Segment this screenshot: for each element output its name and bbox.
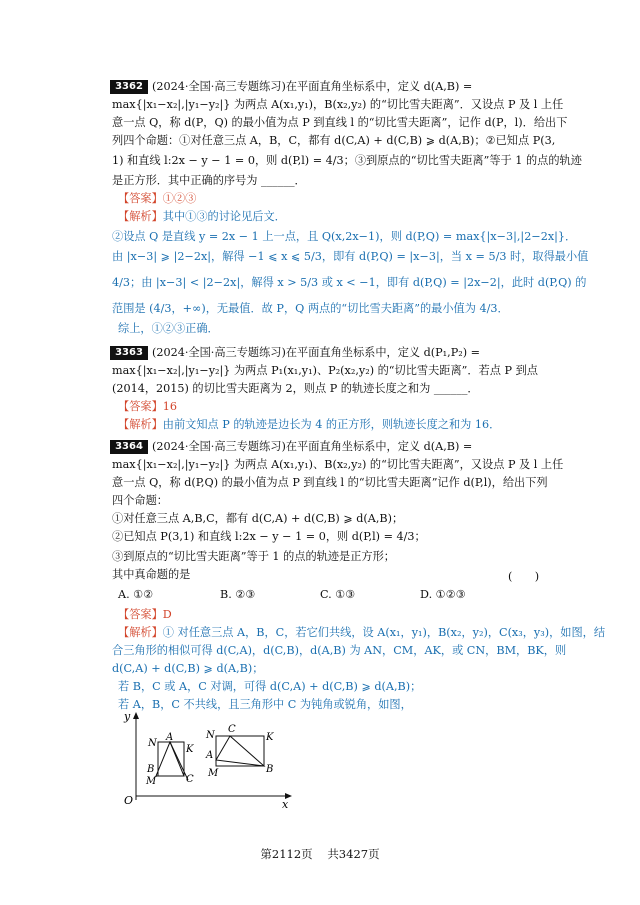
problem-text: 意一点 Q，称 d(P，Q) 的最小值为点 P 到直线 l 的“切比雪夫距离”，记作 d(P，l)．给出下 [112,116,568,129]
right-rect [216,736,264,766]
answer-value: 16 [162,400,178,413]
problem-text: (2024·全国·高三专题练习)在平面直角坐标系中，定义 d(A,B) = [152,440,473,453]
label-b: B [147,764,155,775]
answer-tag: 【答案】 [118,608,163,621]
problem-text: 意一点 Q，称 d(P,Q) 的最小值为点 P 到直线 l 的“切比雪夫距离”记作 d(P,l)，给出下列 [112,476,548,489]
geometry-figure [112,710,312,810]
analysis-text: d(C,A) + d(C,B) ⩾ d(A,B)； [112,662,264,675]
analysis-text: 合三角形的相似可得 d(C,A)，d(C,B)，d(A,B) 为 AN，CM，AK，或 CN，BM，BK，则 [112,644,567,657]
problem-text: max{|x₁−x₂|,|y₁−y₂|} 为两点 P₁(x₁,y₁)、P₂(x₂,y₂) 的“切比雪夫距离”．若点 P 到点 [112,364,538,377]
analysis-text: 综上，①②③正确． [118,322,219,335]
problem-text: max{|x₁−x₂|,|y₁−y₂|} 为两点 A(x₁,y₁)，B(x₂,y₂) 的“切比雪夫距离”．又设点 P 及 l 上任 [112,98,564,111]
label-a: A [166,732,174,743]
problem-text: ②已知点 P(3,1) 和直线 l:2x − y − 1 = 0，则 d(P,l) = 4/3； [112,530,426,543]
label-m: M [146,776,157,787]
analysis-tag: 【解析】 [118,626,163,639]
analysis-text: 其中①③的讨论见后文． [162,210,286,223]
analysis-text: ① 对任意三点 A，B，C，若它们共线，设 A(x₁，y₁)，B(x₂，y₂)，C(x₃，y₃)，如图，结 [162,626,606,639]
page-total: 共3427页 [327,847,380,861]
choice-a: A. ①② [118,588,154,601]
label-n: N [148,738,157,749]
problem-text: 其中真命题的是 [112,568,191,581]
analysis-tag: 【解析】 [118,418,163,431]
label-origin: O [124,794,134,807]
problem-text: 列四个命题：①对任意三点 A，B，C，都有 d(C,A) + d(C,B) ⩾ d(A,B)；②已知点 P(3, [112,134,556,147]
analysis-text: 范围是 (4/3，+∞)，无最值．故 P，Q 两点的“切比雪夫距离”的最小值为 4/3． [112,302,509,315]
answer-paren: ( ) [508,570,540,583]
left-triangle [156,742,184,776]
analysis-text: ②设点 Q 是直线 y = 2x − 1 上一点，且 Q(x,2x−1)，则 d(P,Q) = max{|x−3|,|2−2x|}． [112,230,577,243]
answer-value: ①②③ [162,192,197,205]
analysis-text: 若 A，B，C 不共线，且三角形中 C 为钝角或锐角，如图， [118,698,412,711]
page-number: 第2112页 [260,847,313,861]
label-x: x [282,798,289,811]
label-m2: M [208,768,219,779]
choice-c: C. ①③ [320,588,356,601]
y-axis-arrow [133,712,139,719]
problem-number: 3362 [110,80,148,94]
problem-number: 3363 [110,346,148,360]
problem-text: 1) 和直线 l:2x − y − 1 = 0，则 d(P,l) = 4/3；③到原点的“切比雪夫距离”等于 1 的点的轨迹 [112,154,582,167]
label-n2: N [206,730,215,741]
problem-text: max{|x₁−x₂|,|y₁−y₂|} 为两点 A(x₁,y₁)、B(x₂,y₂) 的“切比雪夫距离”，又设点 P 及 l 上任 [112,458,564,471]
label-b2: B [266,764,274,775]
label-y: y [124,710,131,723]
analysis-text: 4/3；由 |x−3| < |2−2x|，解得 x > 5/3 或 x < −1，即有 d(P,Q) = |2x−2|，此时 d(P,Q) 的 [112,276,587,289]
choice-b: B. ②③ [220,588,256,601]
analysis-text: 若 B，C 或 A，C 对调，可得 d(C,A) + d(C,B) ⩾ d(A,B)； [118,680,422,693]
label-k2: K [266,732,274,743]
problem-text: (2024·全国·高三专题练习)在平面直角坐标系中，定义 d(A,B) = [152,80,473,93]
label-c2: C [228,724,236,735]
page-footer [0,846,640,862]
right-triangle [216,736,264,766]
label-c: C [186,774,194,785]
problem-text: ①对任意三点 A,B,C，都有 d(C,A) + d(C,B) ⩾ d(A,B)； [112,512,404,525]
problem-text: 四个命题： [112,494,168,507]
label-a2: A [206,750,214,761]
analysis-text: 由 |x−3| ⩾ |2−2x|，解得 −1 ⩽ x ⩽ 5/3，即有 d(P,Q) = |x−3|，当 x = 5/3 时，取得最小值 [112,250,589,263]
problem-text: 是正方形．其中正确的序号为 ______． [112,174,306,187]
choice-d: D. ①②③ [420,588,466,601]
label-k: K [186,744,194,755]
left-rect [158,742,184,776]
analysis-tag: 【解析】 [118,210,163,223]
answer-value: D [162,608,172,621]
answer-tag: 【答案】 [118,400,163,413]
problem-text: (2014，2015) 的切比雪夫距离为 2，则点 P 的轨迹长度之和为 ______． [112,382,479,395]
problem-number: 3364 [110,440,148,454]
analysis-text: 由前文知点 P 的轨迹是边长为 4 的正方形，则轨迹长度之和为 16． [162,418,501,431]
problem-text: (2024·全国·高三专题练习)在平面直角坐标系中，定义 d(P₁,P₂) = [152,346,481,359]
answer-tag: 【答案】 [118,192,163,205]
problem-text: ③到原点的“切比雪夫距离”等于 1 的点的轨迹是正方形； [112,550,395,563]
